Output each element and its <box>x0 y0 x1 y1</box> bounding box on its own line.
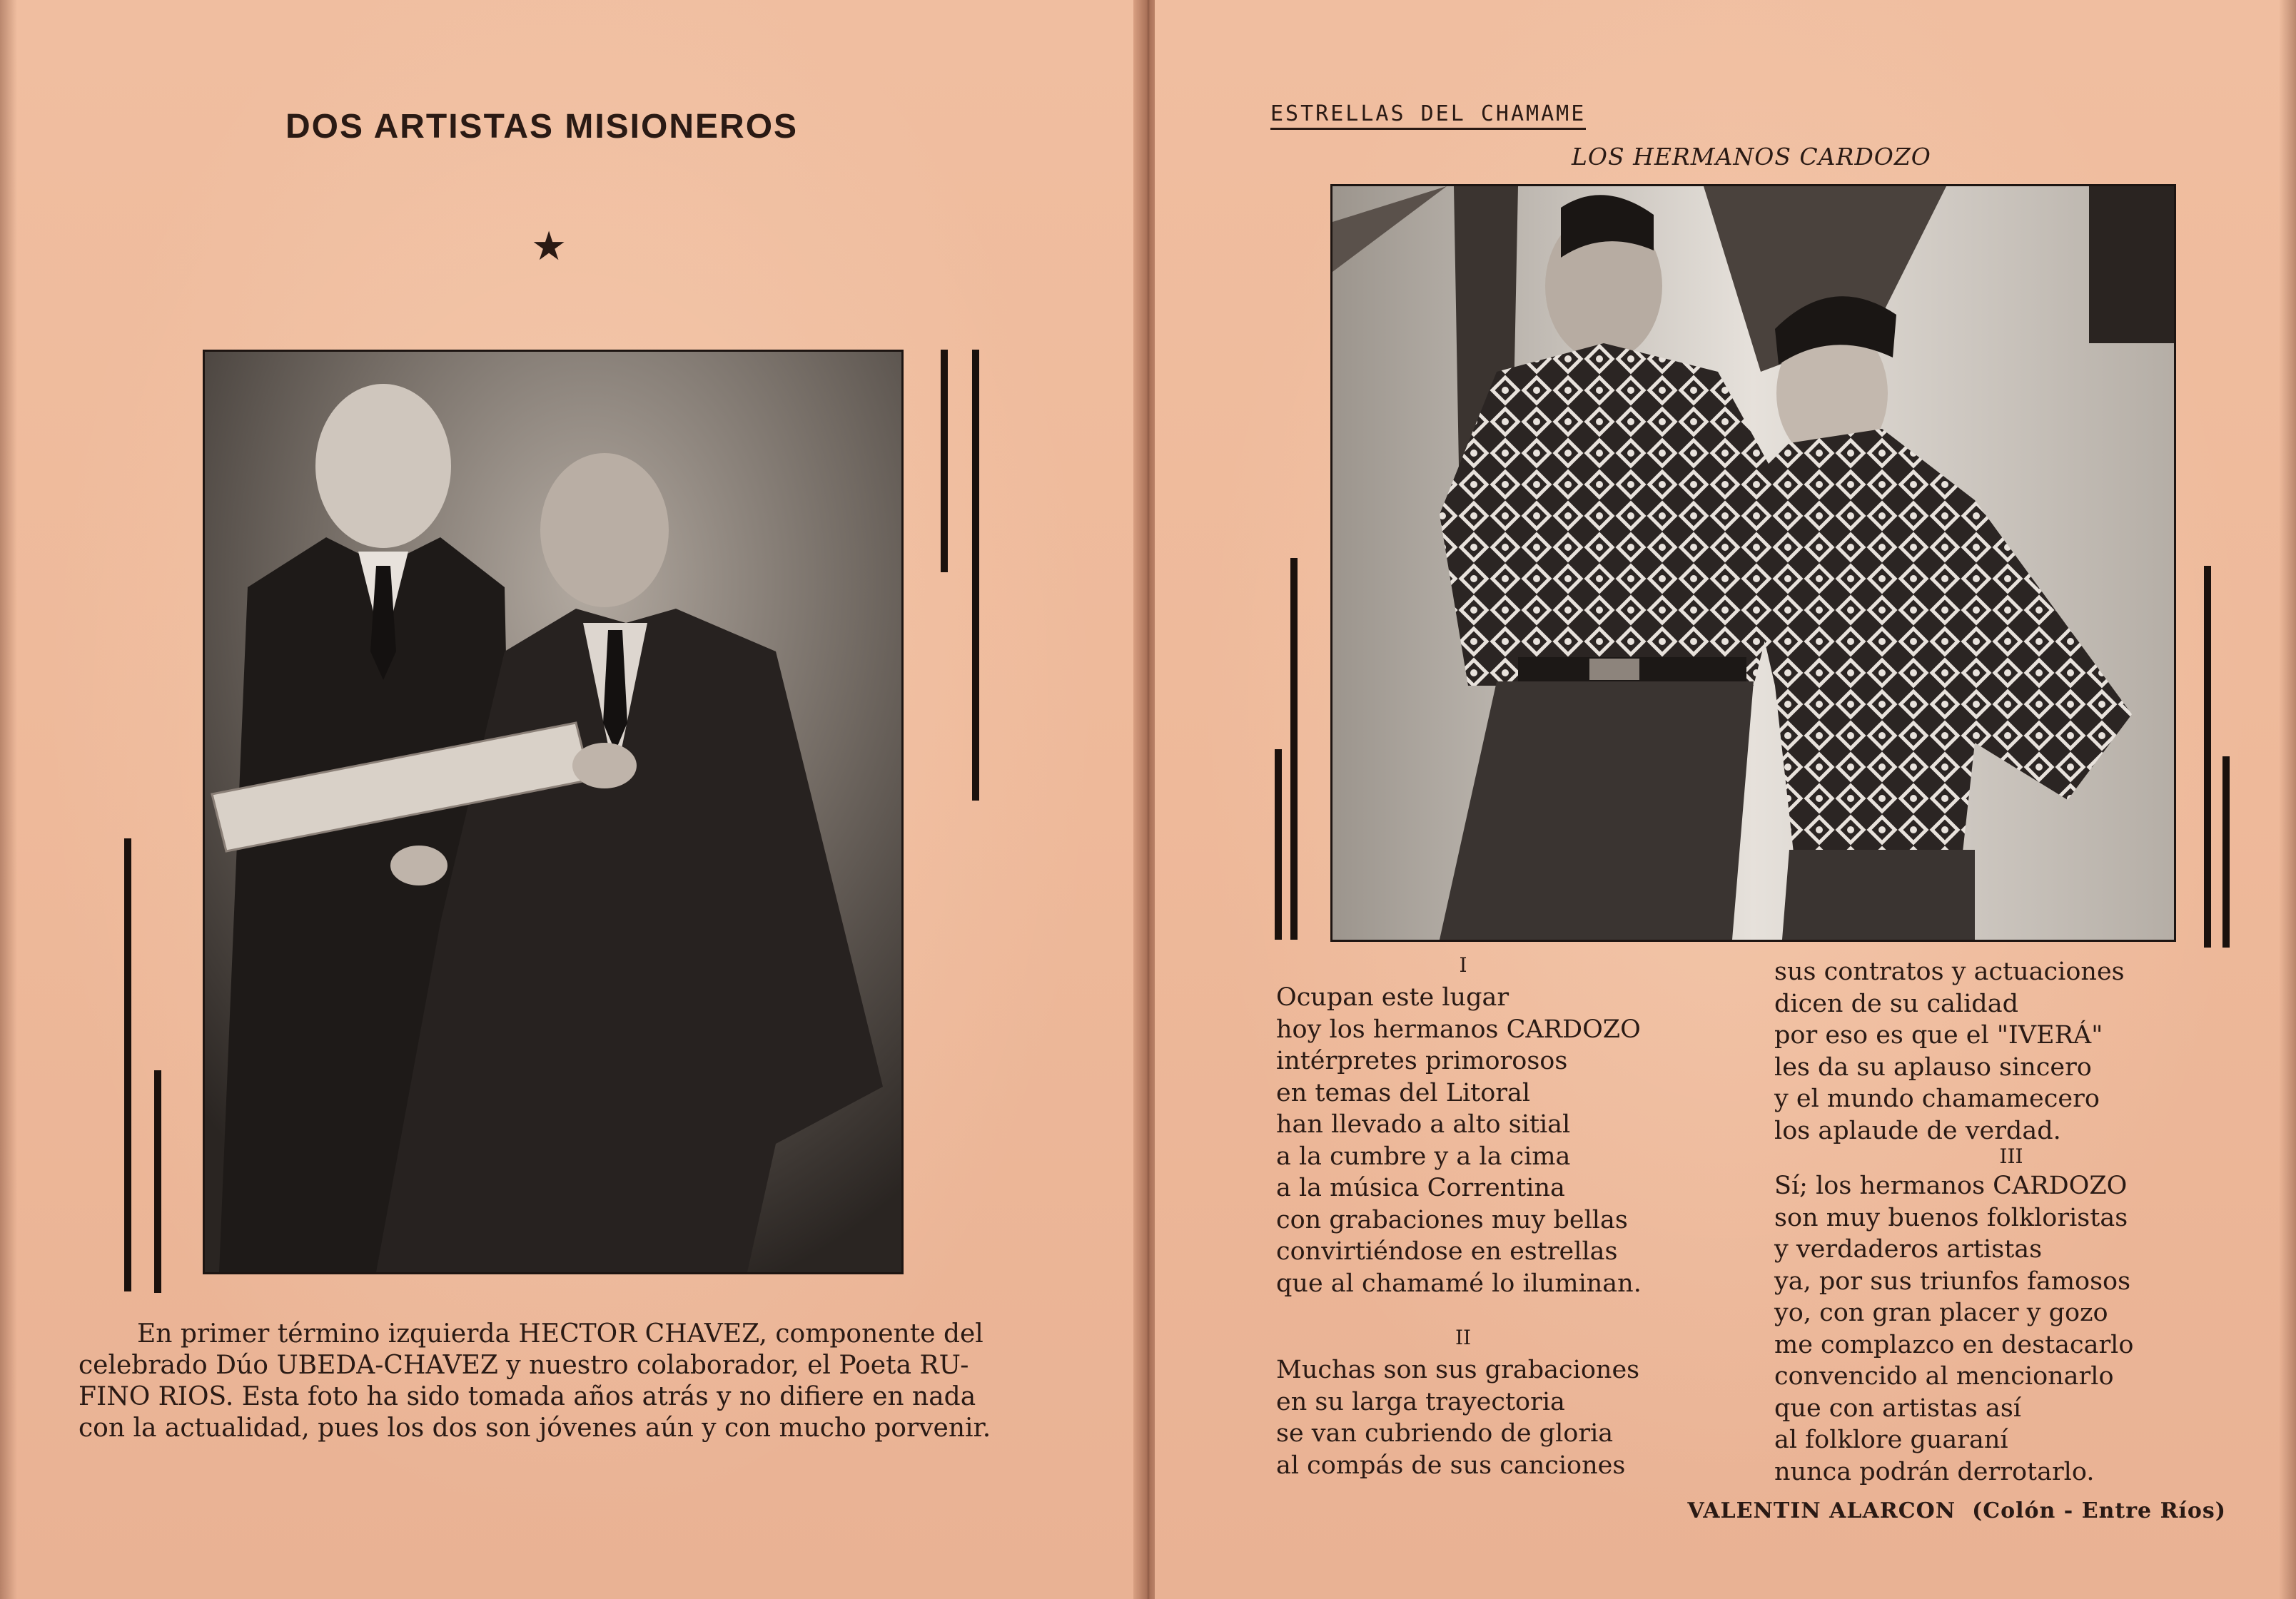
verse-line: por eso es que el "IVERÁ" <box>1774 1021 2103 1050</box>
page-title: DOS ARTISTAS MISIONEROS <box>285 108 799 146</box>
verse-line: y verdaderos artistas <box>1774 1235 2043 1264</box>
author-name: VALENTIN ALARCON <box>1687 1498 1956 1523</box>
photo-illustration <box>1332 186 2174 940</box>
decorative-bar <box>124 838 131 1291</box>
decorative-bar <box>154 1070 161 1293</box>
verse-line: en temas del Litoral <box>1276 1078 1531 1107</box>
verse-line: los aplaude de verdad. <box>1774 1116 2061 1145</box>
left-page <box>0 0 1142 1599</box>
verse-line: son muy buenos folkloristas <box>1774 1203 2128 1232</box>
verse-line: sus contratos y actuaciones <box>1774 958 2125 986</box>
stanza-2-continued <box>1774 956 2125 1147</box>
photo-caption <box>79 1319 1035 1444</box>
verse-line: intérpretes primorosos <box>1276 1047 1568 1075</box>
verse-line: me complazco en destacarlo <box>1774 1330 2134 1359</box>
verse-line: dicen de su calidad <box>1774 989 2018 1018</box>
verse-line: convencido al mencionarlo <box>1774 1362 2114 1391</box>
photo-two-men-in-suits <box>203 350 904 1274</box>
verse-line: Ocupan este lugar <box>1276 983 1509 1012</box>
section-title: ESTRELLAS DEL CHAMAME <box>1270 101 1586 130</box>
page-edge <box>2279 0 2296 1599</box>
author-signature <box>1687 1498 2226 1523</box>
verse-line: con grabaciones muy bellas <box>1276 1205 1628 1234</box>
verse-line: se van cubriendo de gloria <box>1276 1419 1614 1448</box>
verse-line: Muchas son sus grabaciones <box>1276 1356 1640 1384</box>
verse-line: hoy los hermanos CARDOZO <box>1276 1015 1641 1044</box>
verse-line: al folklore guaraní <box>1774 1426 2008 1454</box>
decorative-bar <box>1290 558 1298 940</box>
decorative-bar <box>1275 749 1282 940</box>
verse-line: ya, por sus triunfos famosos <box>1774 1266 2131 1296</box>
star-icon: ★ <box>531 223 567 270</box>
caption-line: celebrado Dúo UBEDA-CHAVEZ y nuestro colaborador, el Poeta RU- <box>79 1351 969 1380</box>
verse-line: les da su aplauso sincero <box>1774 1052 2092 1082</box>
caption-line: En primer término izquierda HECTOR CHAVEZ, componente del <box>137 1319 983 1349</box>
verse-line: convirtiéndose en estrellas <box>1276 1237 1618 1266</box>
decorative-bar <box>2222 756 2230 948</box>
caption-line: con la actualidad, pues los dos son jóvenes aún y con mucho porvenir. <box>79 1413 991 1443</box>
page-edge <box>0 0 17 1599</box>
stanza-3 <box>1774 1170 2133 1488</box>
decorative-bar <box>941 350 948 572</box>
decorative-bar <box>972 350 979 801</box>
verse-line: y el mundo chamamecero <box>1774 1085 2100 1113</box>
verse-line: al compás de sus canciones <box>1276 1451 1626 1480</box>
photo-illustration <box>205 352 901 1272</box>
photo-two-brothers <box>1330 184 2176 942</box>
verse-line: que al chamamé lo iluminan. <box>1276 1269 1642 1298</box>
stanza-numeral: III <box>1999 1144 2023 1168</box>
stanza-1 <box>1276 982 1642 1299</box>
decorative-bar <box>2204 566 2211 948</box>
verse-line: yo, con gran placer y gozo <box>1774 1299 2108 1327</box>
right-page <box>1155 0 2296 1599</box>
stanza-numeral: II <box>1455 1326 1472 1349</box>
verse-line: nunca podrán derrotarlo. <box>1774 1457 2095 1486</box>
verse-line: Sí; los hermanos CARDOZO <box>1774 1172 2128 1200</box>
caption-line: FINO RIOS. Esta foto ha sido tomada años atrás y no difiere en nada <box>79 1382 976 1411</box>
author-place: (Colón - Entre Ríos) <box>1972 1498 2226 1523</box>
verse-line: a la cumbre y a la cima <box>1276 1142 1571 1171</box>
stanza-2 <box>1276 1354 1639 1481</box>
stanza-numeral: I <box>1459 953 1467 977</box>
article-subtitle: LOS HERMANOS CARDOZO <box>1572 143 1931 171</box>
verse-line: que con artistas así <box>1774 1394 2021 1423</box>
verse-line: a la música Correntina <box>1276 1174 1565 1202</box>
verse-line: en su larga trayectoria <box>1276 1387 1565 1416</box>
verse-line: han llevado a alto sitial <box>1276 1110 1571 1139</box>
